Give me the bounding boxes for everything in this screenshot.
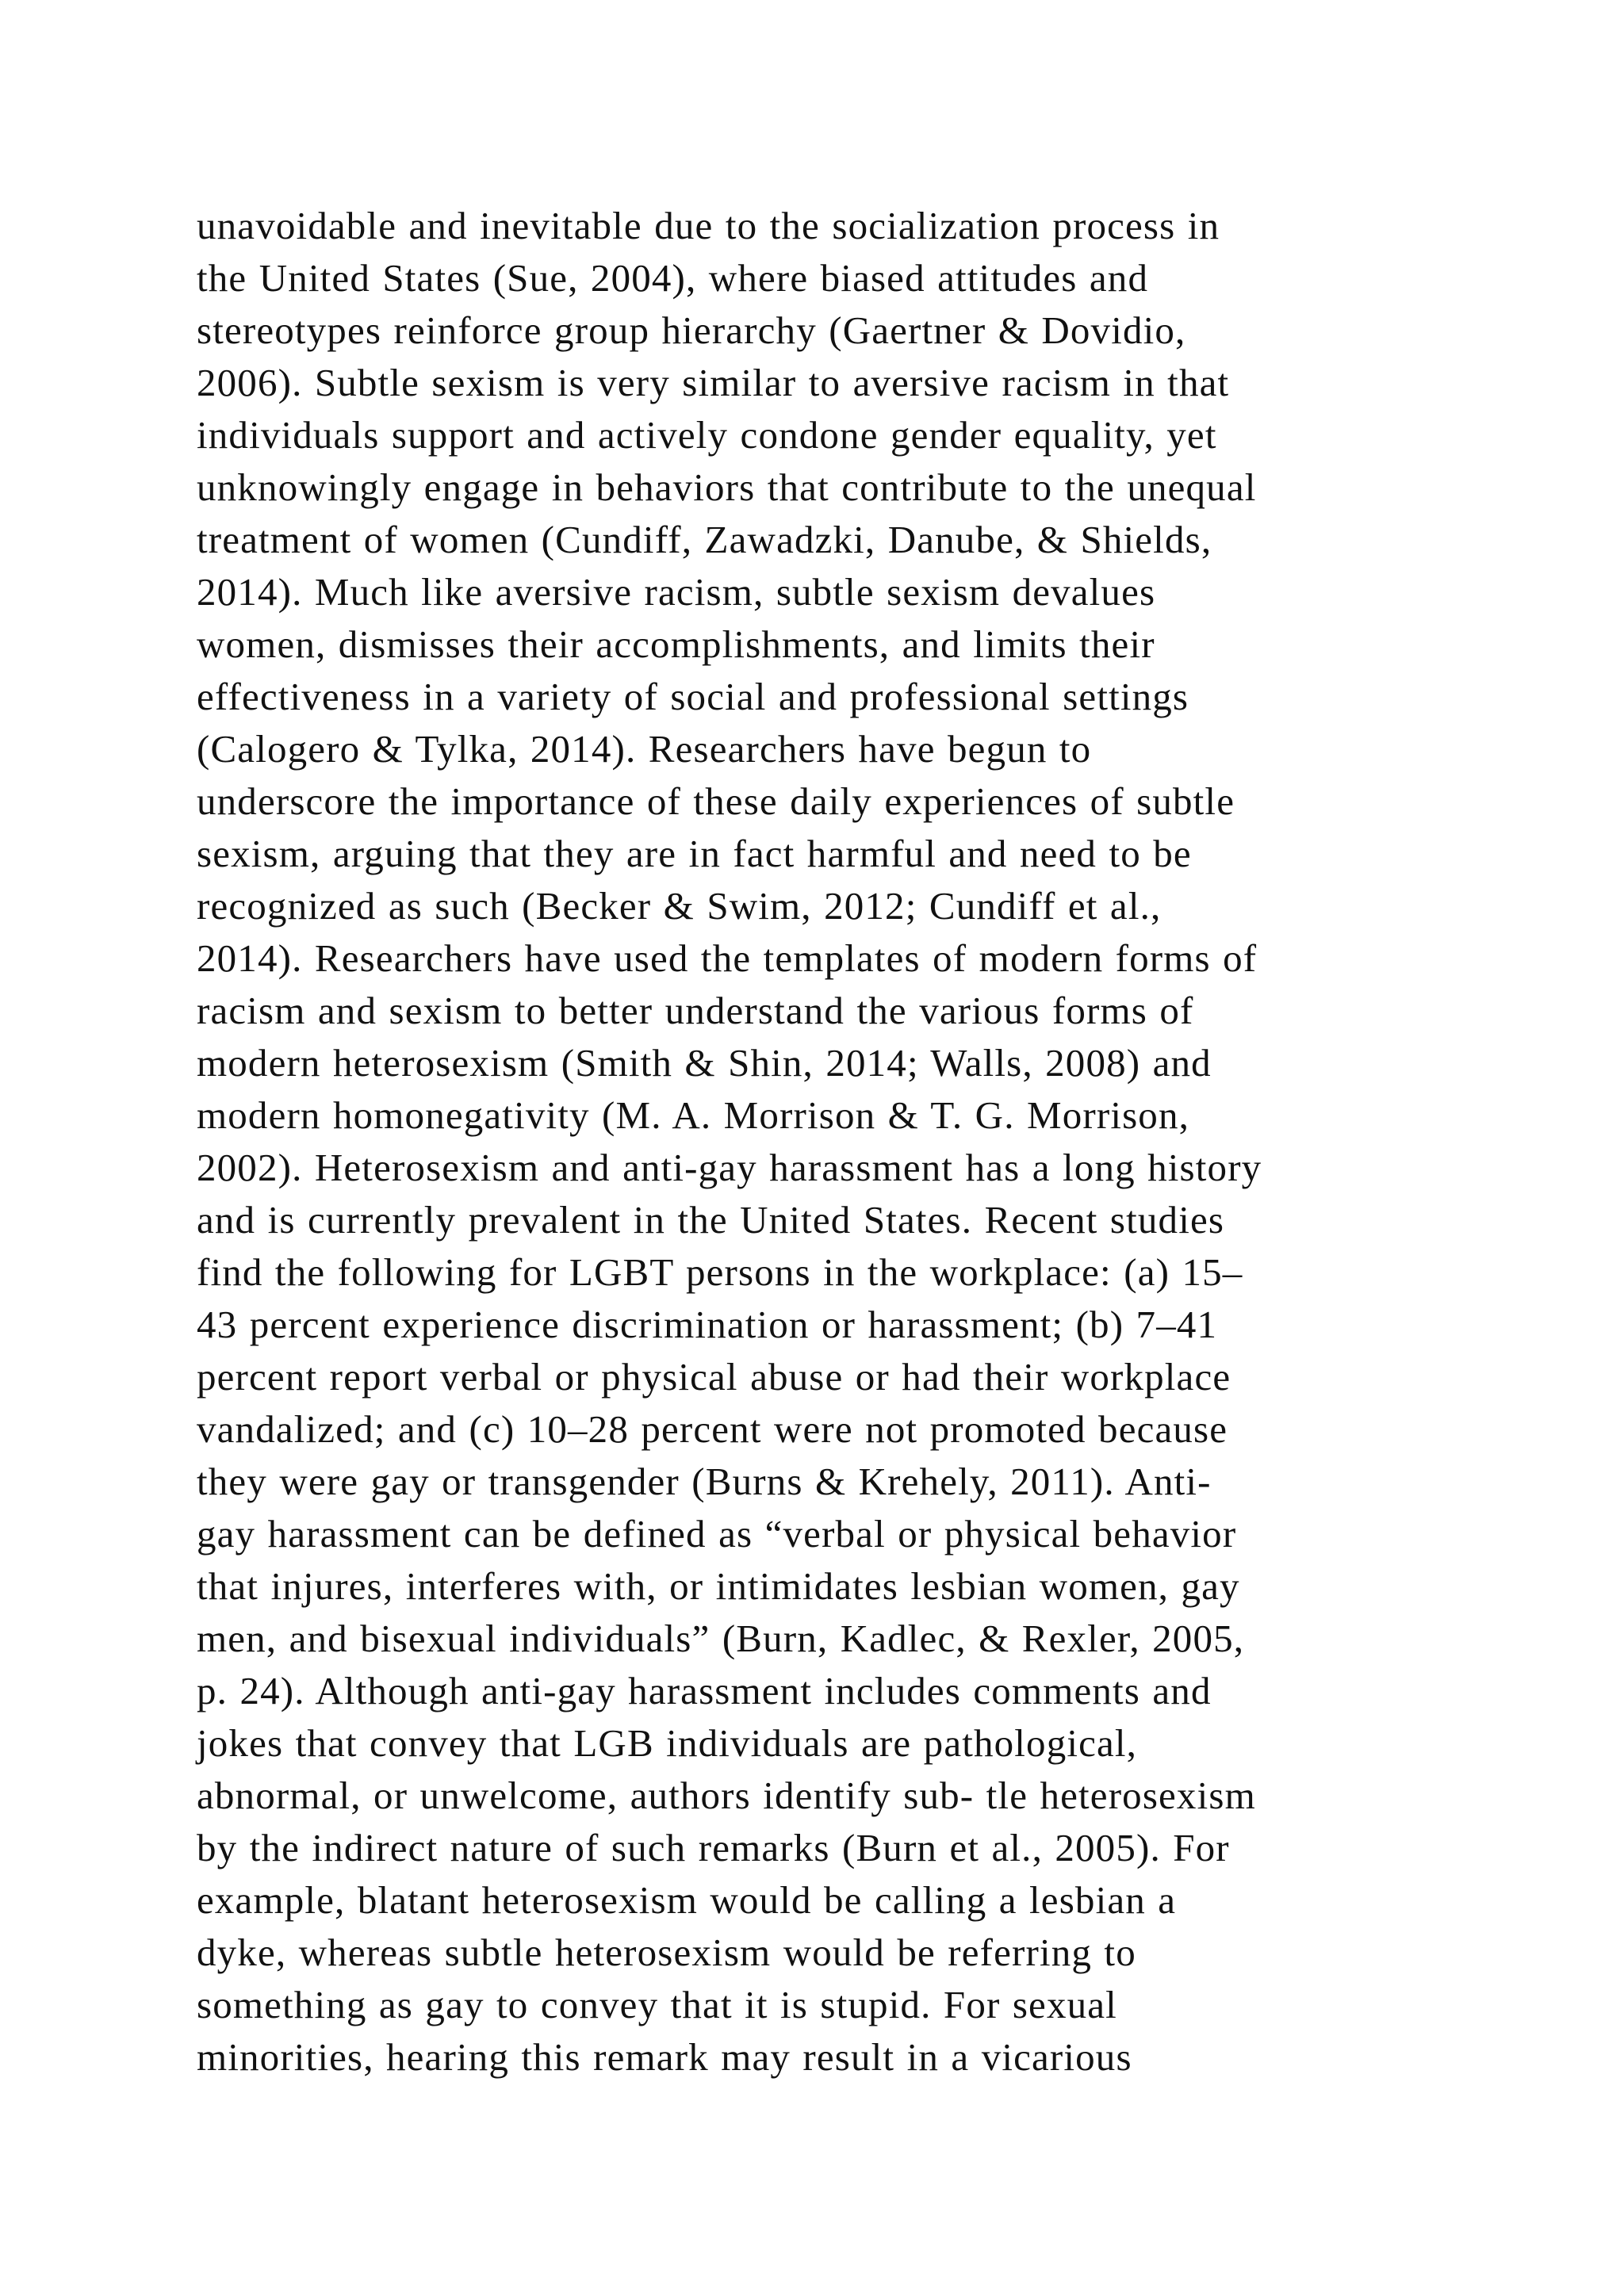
text-line: jokes that convey that LGB individuals are pathological, [197,1721,1138,1765]
text-line: stereotypes reinforce group hierarchy (Gaertner & Dovidio, [197,308,1186,352]
text-line: find the following for LGBT persons in the workplace: (a) 15– [197,1250,1243,1294]
text-line: unknowingly engage in behaviors that contribute to the unequal [197,465,1257,509]
text-line: example, blatant heterosexism would be calling a lesbian a [197,1878,1177,1922]
text-line: minorities, hearing this remark may result in a vicarious [197,2035,1132,2079]
text-line: something as gay to convey that it is stupid. For sexual [197,1983,1117,2026]
text-line: p. 24). Although anti-gay harassment includes comments and [197,1669,1212,1712]
text-line: and is currently prevalent in the United States. Recent studies [197,1198,1225,1242]
text-line: racism and sexism to better understand the various forms of [197,989,1194,1032]
text-line: modern homonegativity (M. A. Morrison & T. G. Morrison, [197,1093,1189,1137]
text-line: 2006). Subtle sexism is very similar to aversive racism in that [197,361,1230,404]
text-line: gay harassment can be defined as “verbal or physical behavior [197,1512,1237,1556]
text-line: (Calogero & Tylka, 2014). Researchers have begun to [197,727,1092,771]
text-line: individuals support and actively condone gender equality, yet [197,413,1217,457]
text-line: 2014). Researchers have used the templates of modern forms of [197,936,1258,980]
text-line: sexism, arguing that they are in fact harmful and need to be [197,832,1192,875]
text-line: abnormal, or unwelcome, authors identify sub- tle heterosexism [197,1774,1256,1817]
text-line: that injures, interferes with, or intimidates lesbian women, gay [197,1564,1240,1608]
body-text [197,200,1481,2084]
text-line: percent report verbal or physical abuse or had their workplace [197,1355,1231,1399]
text-line: treatment of women (Cundiff, Zawadzki, Danube, & Shields, [197,518,1212,561]
text-line: they were gay or transgender (Burns & Krehely, 2011). Anti- [197,1460,1212,1503]
text-line: 43 percent experience discrimination or harassment; (b) 7–41 [197,1303,1218,1346]
text-line: effectiveness in a variety of social and professional settings [197,675,1189,718]
text-line: women, dismisses their accomplishments, and limits their [197,622,1155,666]
text-line: modern heterosexism (Smith & Shin, 2014; Walls, 2008) and [197,1041,1212,1085]
text-line: 2014). Much like aversive racism, subtle sexism devalues [197,570,1156,614]
text-line: underscore the importance of these daily experiences of subtle [197,779,1235,823]
text-line: unavoidable and inevitable due to the socialization process in [197,204,1220,247]
text-line: the United States (Sue, 2004), where biased attitudes and [197,256,1149,300]
text-line: by the indirect nature of such remarks (Burn et al., 2005). For [197,1826,1230,1869]
text-line: vandalized; and (c) 10–28 percent were not promoted because [197,1407,1228,1451]
text-line: men, and bisexual individuals” (Burn, Kadlec, & Rexler, 2005, [197,1617,1245,1660]
text-line: 2002). Heterosexism and anti-gay harassment has a long history [197,1146,1262,1189]
text-line: dyke, whereas subtle heterosexism would be referring to [197,1931,1136,1974]
text-line: recognized as such (Becker & Swim, 2012; Cundiff et al., [197,884,1162,928]
